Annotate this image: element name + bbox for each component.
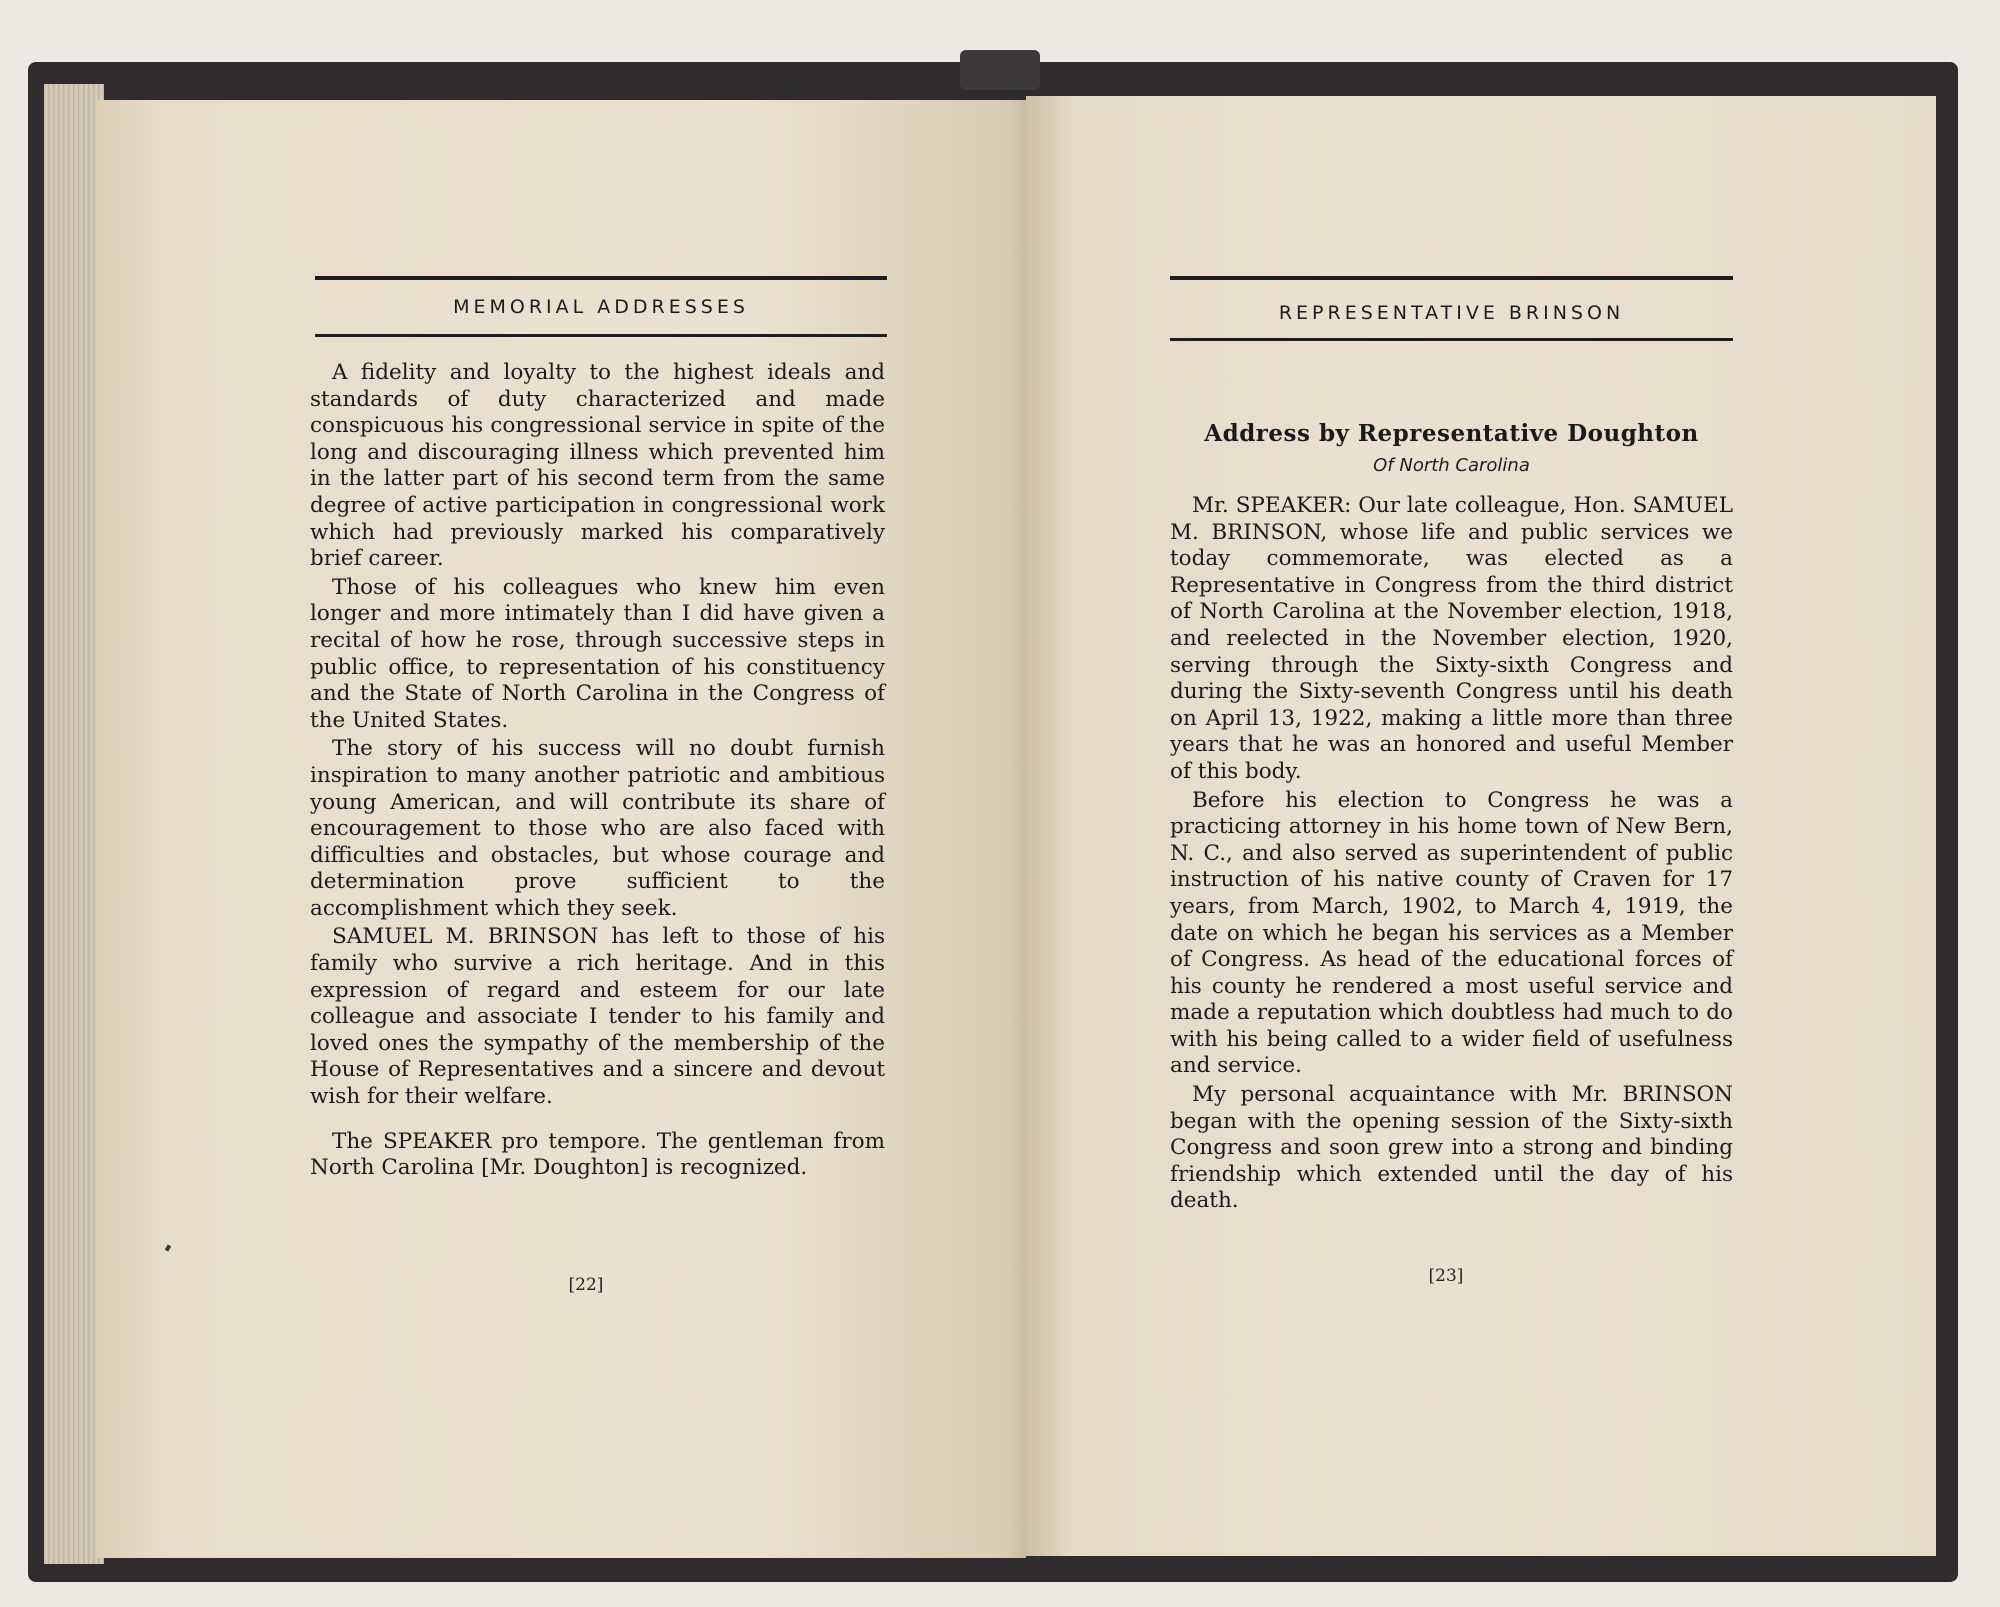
right-running-head: REPRESENTATIVE BRINSON xyxy=(1278,302,1625,324)
address-title: Address by Representative Doughton xyxy=(1204,420,1699,447)
right-head-rule-top xyxy=(1170,276,1733,280)
left-paragraph-2: Those of his colleagues who knew him even longer and more intimately than I did have given a recital of how he rose, through successive steps in public office, to representation of his constituency and the State of North Carolina in the Congress of the United States. xyxy=(310,574,885,733)
left-paragraph-5: The SPEAKER pro tempore. The gentleman from North Carolina [Mr. Doughton] is recognized. xyxy=(310,1128,885,1181)
left-running-head: MEMORIAL ADDRESSES xyxy=(453,296,749,318)
address-subtitle: Of North Carolina xyxy=(1373,455,1530,476)
right-paragraph-3: My personal acquaintance with Mr. BRINSON began with the opening session of the Sixty-sixth Congress and soon grew into a strong and binding friendship which extended until the day of his death. xyxy=(1170,1082,1733,1214)
left-page-number: [22] xyxy=(568,1275,604,1295)
left-paragraph-4: SAMUEL M. BRINSON has left to those of his family who survive a rich heritage. And in this expression of regard and esteem for our late colleague and associate I tender to his family and loved ones the sympathy of the membership of the House of Representatives and a sincere and devout wish for their welfare. xyxy=(310,924,885,1110)
right-paragraph-2: Before his election to Congress he was a practicing attorney in his home town of New Bern, N. C., and also served as superintendent of public instruction of his native county of Craven for 17 years, from March, 1902, to March 4, 1919, the date on which he began his services as a Member of Congress. As head of the educational forces of his county he rendered a most useful service and made a reputation which doubtless had much to do with his being called to a wider field of usefulness and service. xyxy=(1170,787,1733,1079)
right-body xyxy=(1170,493,1733,1215)
left-head-rule-bottom xyxy=(315,334,887,337)
left-paragraph-1: A fidelity and loyalty to the highest ideals and standards of duty characterized and made conspicuous his congressional service in spite of the long and discouraging illness which prevented him in the latter part of his second term from the same degree of active participation in congressional work which had previously marked his comparatively brief career. xyxy=(310,360,885,572)
left-body xyxy=(310,360,885,1182)
right-page-number: [23] xyxy=(1428,1266,1464,1286)
right-paragraph-1: Mr. SPEAKER: Our late colleague, Hon. SAMUEL M. BRINSON, whose life and public services we today commemorate, was elected as a Representative in Congress from the third district of North Carolina at the November election, 1918, and reelected in the November election, 1920, serving through the Sixty-sixth Congress and during the Sixty-seventh Congress until his death on April 13, 1922, making a little more than three years that he was an honored and useful Member of this body. xyxy=(1170,493,1733,784)
left-paragraph-3: The story of his success will no doubt furnish inspiration to many another patriotic and ambitious young American, and will contribute its share of encouragement to those who are also faced with difficulties and obstacles, but whose courage and determination prove sufficient to the accomplishment which they seek. xyxy=(310,736,885,921)
page-edges xyxy=(44,84,104,1564)
book-spine xyxy=(960,50,1040,90)
left-head-rule-top xyxy=(315,276,887,280)
right-head-rule-bottom xyxy=(1170,338,1733,341)
